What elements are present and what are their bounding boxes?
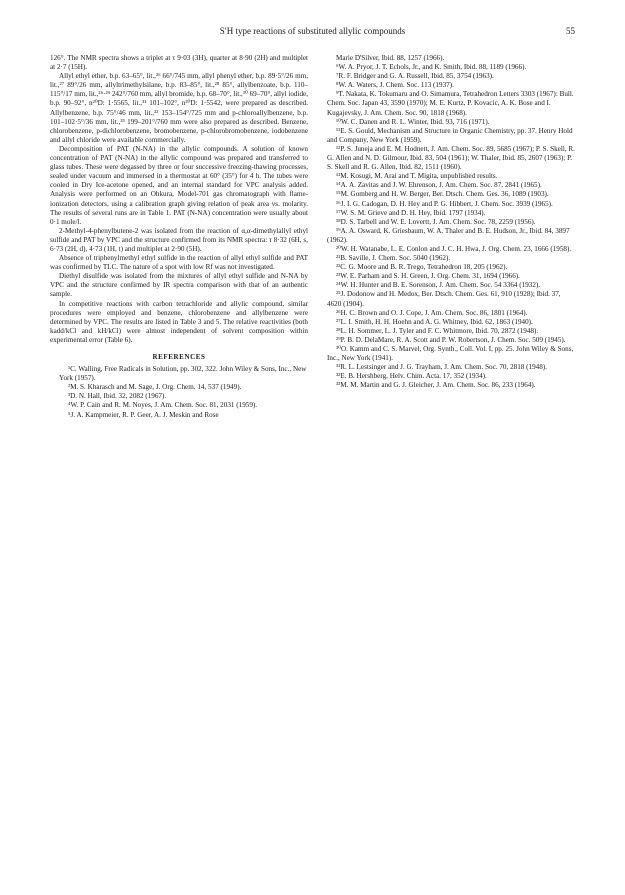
reference-item: ²⁶H. C. Brown and O. J. Cope, J. Am. Chem. Soc. 86, 1801 (1964). bbox=[336, 308, 528, 317]
reference-item: ¹⁵M. Gomberg and H. W. Berger, Ber. Dtsch. Chem. Ges. 36, 1089 (1903). bbox=[336, 190, 549, 199]
reference-item: ⁸W. A. Waters, J. Chem. Soc. 113 (1937). bbox=[336, 81, 454, 90]
reference-item: ¹³M. Kosugi, M. Arai and T. Migita, unpublished results. bbox=[336, 172, 498, 181]
reference-item: ³D. N. Hall, Ibid. 32, 2082 (1967). bbox=[68, 392, 167, 401]
reference-item: ²²C. G. Moore and B. R. Trego, Tetrahedron 18, 205 (1962). bbox=[336, 263, 508, 272]
body-paragraph: Absence of triphenylmethyl ethyl sulfide in the reaction of allyl ethyl sulfide and PAT was confirmed by TLC. The nature of a spot with low Rf was not investigated. bbox=[50, 254, 308, 272]
reference-item: ¹¹E. S. Gould, Mechanism and Structure in Organic Chemistry, pp. 37. Henry Hold and Company, New York (1959). bbox=[327, 126, 573, 144]
reference-item: ¹⁷W. S. M. Grieve and D. H. Hey, Ibid. 1797 (1934). bbox=[336, 208, 486, 217]
running-title: S′H type reactions of substituted allylic compounds bbox=[219, 26, 406, 36]
reference-item: ⁴W. P. Cain and R. M. Noyes, J. Am. Chem. Soc. 81, 2031 (1959). bbox=[68, 401, 258, 410]
reference-item: ²⁵J. Dodonow and H. Medox, Ber. Dtsch. Chem. Ges. 61, 910 (1928); Ibid. 37, 4620 (1904). bbox=[327, 290, 561, 308]
reference-item: ¹²P. S. Juneja and E. M. Hodnett, J. Am. Chem. Soc. 89, 5685 (1967); P. S. Skell, R. G. Allen and N. D. Gilmour, Ibid. 83, 504 (1961); W. Thaler, Ibid. 85, 2607 (1963); P. S. Skell and R. G. Allen, Ibid. 82, 1511 (1960). bbox=[327, 144, 575, 172]
reference-item: ⁶W. A. Pryor, J. T. Echols, Jr., and K. Smith, Ibid. 88, 1189 (1966). bbox=[336, 63, 527, 72]
reference-item: ²M. S. Kharasch and M. Sage, J. Org. Chem. 14, 537 (1949). bbox=[68, 383, 242, 392]
body-paragraph: 2-Methyl-4-phenylbutene-2 was isolated from the reaction of α,α-dimethylallyl ethyl sulfide and PAT by VPC and the structure confirmed from its NMR spectra: τ 8·32 (6H, s, 6·73 (2H, d), 4·73 (1H, t) and multiplet at 2·90 (5H). bbox=[50, 226, 308, 253]
reference-item: ¹⁹A. A. Osward, K. Griesbaum, W. A. Thaler and B. E. Hudson, Jr., Ibid. 84, 3897 (1962). bbox=[327, 226, 570, 244]
page-number: 55 bbox=[566, 26, 575, 36]
left-column bbox=[50, 54, 308, 420]
body-paragraph: Allyl ethyl ether, b.p. 63–65°, lit.,²⁶ 66°/745 mm, allyl phenyl ether, b.p. 89·5°/26 mm, lit.,²⁷ 89°/26 mm, allyltrimethylsilane, b.p. 83–85°, lit.,²⁸ 85°, allylbenzoate, b.p. 110–115°/17 mm, lit.,²⁶·²⁹ 242°/760 mm, allyl bromide, b.p. 68–70°, lit.,³⁰ 69–70°, allyl iodide, b.p. 90–92°, n²⁰D: 1·5565, lit.,³¹ 101–102°, n²⁰D: 1·5542, were prepared as described. Allylbenzene, b.p. 75°/46 mm, lit.,³² 153–154°/725 mm and p-chloroallylbenzene, b.p. 101–102·5°/36 mm, lit.,³³ 199–201°/760 mm were also prepared as described. Benzene, chlorobenzene, p-dichlorobenzene, bromobenzene, p-chlorobromobenzene, iodobenzene and allyl chloride were available commercially. bbox=[50, 72, 308, 144]
reference-item: ²¹B. Saville, J. Chem. Soc. 5040 (1962). bbox=[336, 254, 451, 263]
body-paragraph: In competitive reactions with carbon tetrachloride and allylic compound, similar procedures were employed and benzene, chlorobenzene and allylbenzene were determined by VPC. The results are listed in Table 3 and 5. The relative reactivities (both kadd/kCl and kH/kCl) were almost independent of solvent composition within experimental error (Table 6). bbox=[50, 299, 308, 344]
reference-item: ³²E. B. Hershberg, Helv. Chim. Acta. 17, 352 (1934). bbox=[336, 372, 487, 381]
running-header bbox=[50, 26, 575, 40]
reference-item: ²³W. E. Parham and S. H. Green, J. Org. Chem. 31, 1694 (1966). bbox=[336, 272, 520, 281]
reference-item: Marie D'Silver, Ibid. 88, 1257 (1966). bbox=[336, 54, 445, 62]
reference-item: ¹⁴A. A. Zavitas and J. W. Ehrenson, J. Am. Chem. Soc. 87, 2841 (1965). bbox=[336, 181, 542, 190]
body-paragraph: Decomposition of PAT (N-NA) in the allylic compounds. A solution of known concentration of PAT (N-NA) in the allylic compound was prepared and transferred to glass tubes. These were degassed by three or four successive freezing-thawing processes, sealed under vacuum and immersed in a thermostat at 60° (35°) for 4 h. The tubes were cooled in Dry Ice-acetone opened, and an internal standard for VPC analysis added. Analysis were performed on an Ohkura, Model-701 gas chromatograph with flame-ionization detectors, using a calibration graph giving relation of peak area vs. molarity. The results of several runs are in Table 1. PAT (N-NA) concentration were usually about 0·1 mole/l. bbox=[50, 144, 308, 226]
reference-item: ³³M. M. Martin and G. J. Gleicher, J. Am. Chem. Soc. 86, 233 (1964). bbox=[336, 381, 536, 390]
references-heading: REFERENCES bbox=[152, 353, 206, 361]
reference-item: ¹⁰W. C. Danen and R. L. Winter, Ibid. 93, 716 (1971). bbox=[336, 117, 490, 126]
body-paragraph: 126°. The NMR spectra shows a triplet at τ 9·03 (3H), quarter at 8·90 (2H) and multiplet at 2·7 (15H). bbox=[50, 54, 308, 72]
reference-item: ⁷R. F. Bridger and G. A. Russell, Ibid. 85, 3754 (1963). bbox=[336, 72, 494, 81]
reference-item: ¹C. Walling, Free Radicals in Solution, pp. 302, 322. John Wiley & Sons, Inc., New York (1957). bbox=[59, 365, 307, 383]
reference-item: ²⁰W. H. Watanabe, L. E. Conlon and J. C. H. Hwa, J. Org. Chem. 23, 1666 (1958). bbox=[336, 244, 572, 253]
reference-item: ³⁰O. Kamm and C. S. Marvel, Org. Synth., Coll. Vol. I, pp. 25. John Wiley & Sons, Inc., New York (1941). bbox=[327, 345, 574, 363]
reference-item: ⁹T. Nakata, K. Tokumaru and O. Simamura, Tetrahedron Letters 3303 (1967): Bull. Chem. Soc. Japan 43, 3590 (1970); M. E. Kurtz, P. Kovacic, A. K. Bose and I. Kugajevsky, J. Am. Chem. Soc. 90, 1818 (1968). bbox=[327, 90, 574, 117]
reference-item: ⁵J. A. Kampmeier, R. P. Geer, A. J. Meskin and Rose bbox=[68, 410, 219, 419]
body-paragraph: Diethyl disulfide was isolated from the mixtures of allyl ethyl sulfide and N-NA by VPC and the structure confirmed by IR spectra comparison with that of an authentic sample. bbox=[50, 272, 308, 299]
reference-item: ²⁴W. H. Hunter and B. E. Sorenson, J. Am. Chem. Soc. 54 3364 (1932). bbox=[336, 281, 541, 290]
reference-item: ¹⁸D. S. Tarbell and W. E. Lovertt, J. Am. Chem. Soc. 78, 2259 (1956). bbox=[336, 217, 536, 226]
right-column bbox=[318, 54, 576, 390]
reference-item: ²⁹P. B. D. DelaMare, R. A. Scott and P. W. Robertson, J. Chem. Soc. 509 (1945). bbox=[336, 335, 566, 344]
reference-item: ¹⁶J. I. G. Cadogan, D. H. Hey and P. G. Hibbert, J. Chem. Soc. 3939 (1965). bbox=[336, 199, 553, 208]
reference-item: ²⁸L. H. Sommer, L. J. Tyler and F. C. Whitmore, Ibid. 70, 2872 (1948). bbox=[336, 326, 539, 335]
reference-item: ³¹R. L. Lestsinger and J. G. Trayham, J. Am. Chem. Soc. 70, 2818 (1948). bbox=[336, 363, 547, 372]
reference-item: ²⁷L. I. Smith, H. H. Hoehn and A. G. Whitney, Ibid. 62, 1863 (1940). bbox=[336, 317, 533, 326]
